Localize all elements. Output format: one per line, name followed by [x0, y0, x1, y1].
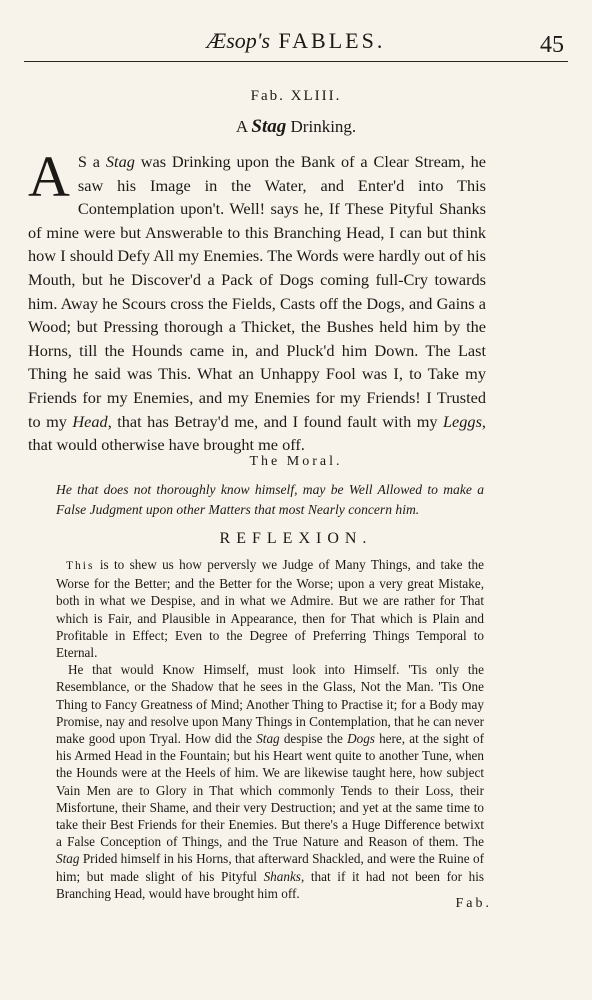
running-title — [24, 28, 568, 54]
italic-word: Stag — [105, 152, 135, 171]
italic-word: Dogs — [347, 731, 375, 747]
catchword: Fab. — [455, 896, 492, 911]
fable-text — [28, 144, 487, 457]
fable-title-pre: A — [235, 117, 248, 136]
reflexion-paragraph-1-text: is to shew us how perversly we Judge of Many Things, and take the Worse for the Better; and the Better for the Worse; upon a very great Mistake, both in what we Despise, and in what we Admire. But we are rather for That which is Fair, and Plausible in Appearance, then for That which is Plain and Profitable in Effect; Even to the Degree of Preferring Things Temporal to Eternal. — [56, 557, 484, 661]
italic-word: Stag — [256, 731, 280, 747]
moral-heading: The Moral. — [249, 454, 343, 469]
moral-text: He that does not thoroughly know himself, may be Well Allowed to make a False Judgment upon other Matters that most Nearly concern him. — [56, 482, 484, 517]
running-title-caps: FABLES. — [278, 28, 386, 53]
italic-word: Leggs — [443, 411, 482, 431]
fable-title-post: Drinking. — [290, 117, 357, 136]
running-title-italic: Æsop's — [206, 28, 271, 53]
reflexion-paragraph-1 — [56, 556, 484, 661]
fable-title-stag: Stag — [251, 116, 287, 137]
fable-title — [0, 116, 592, 138]
fable-number: Fab. XLIII. — [250, 88, 342, 104]
reflexion-body — [56, 556, 484, 902]
reflexion-heading: REFLEXION. — [219, 530, 373, 547]
italic-word: Shanks — [263, 868, 301, 884]
running-header — [24, 28, 568, 58]
drop-cap: A — [28, 144, 70, 209]
fable-body: S a Stag was Drinking upon the Bank of a Clear Stream, he saw his Image in the Water, and Enter'd into This Contemplation upon't. Well! says he, If These Pityful Shanks of mine were but Answerable to this Branching Head, I can but think how I should Defy All my Enemies. The Words were hardly out of his Mouth, but he Discover'd a Pack of Dogs coming full-Cry towards him. Away he Scours cross the Fields, Casts off the Dogs, and Gains a Wood; but Pressing thorough a Thicket, the Bushes held him by the Horns, till the Hounds came in, and Pluck'd him Down. The Last Thing he said was This. What an Unhappy Fool was I, to Take my Friends for my Enemies, and my Enemies for my Friends! I Trusted to my Head, that has Betray'd me, and I found fault with my Leggs, that would otherwise have brought me off. — [28, 152, 487, 455]
reflexion-paragraph-2: He that would Know Himself, must look into Himself. 'Tis only the Resemblance, or the Shadow that he sees in the Glass, Not the Man. 'Tis One Thing to Fancy Greatness of Mind; Another Thing to Practise it; for a Body may Promise, nay and resolve upon Many Things in Contemplation, that he can never make good upon Tryal. How did the Stag despise the Dogs here, at the sight of his Armed Head in the Fountain; but his Heart went quite to another Tune, when the Hounds were at the Heels of him. We are likewise taught here, how subject Vain Men are to Glory in That which commonly Tends to their Loss, their Misfortune, their Shame, and their very Destruction; and yet at the same time to take their Best Friends for their Enemies. But there's a Huge Difference betwixt a False Conception of Things, and the True Nature and Reason of them. The Stag Prided himself in his Horns, that afterward Shackled, and were the Ruine of him; but made slight of his Pityful Shanks, that if it had not been for his Branching Head, would have brought him off. — [56, 662, 484, 901]
reflexion-lead-word: This — [66, 560, 95, 572]
header-rule — [24, 61, 568, 62]
italic-word: Stag — [56, 851, 80, 867]
italic-word: Head — [72, 411, 108, 431]
page-number: 45 — [540, 32, 564, 58]
